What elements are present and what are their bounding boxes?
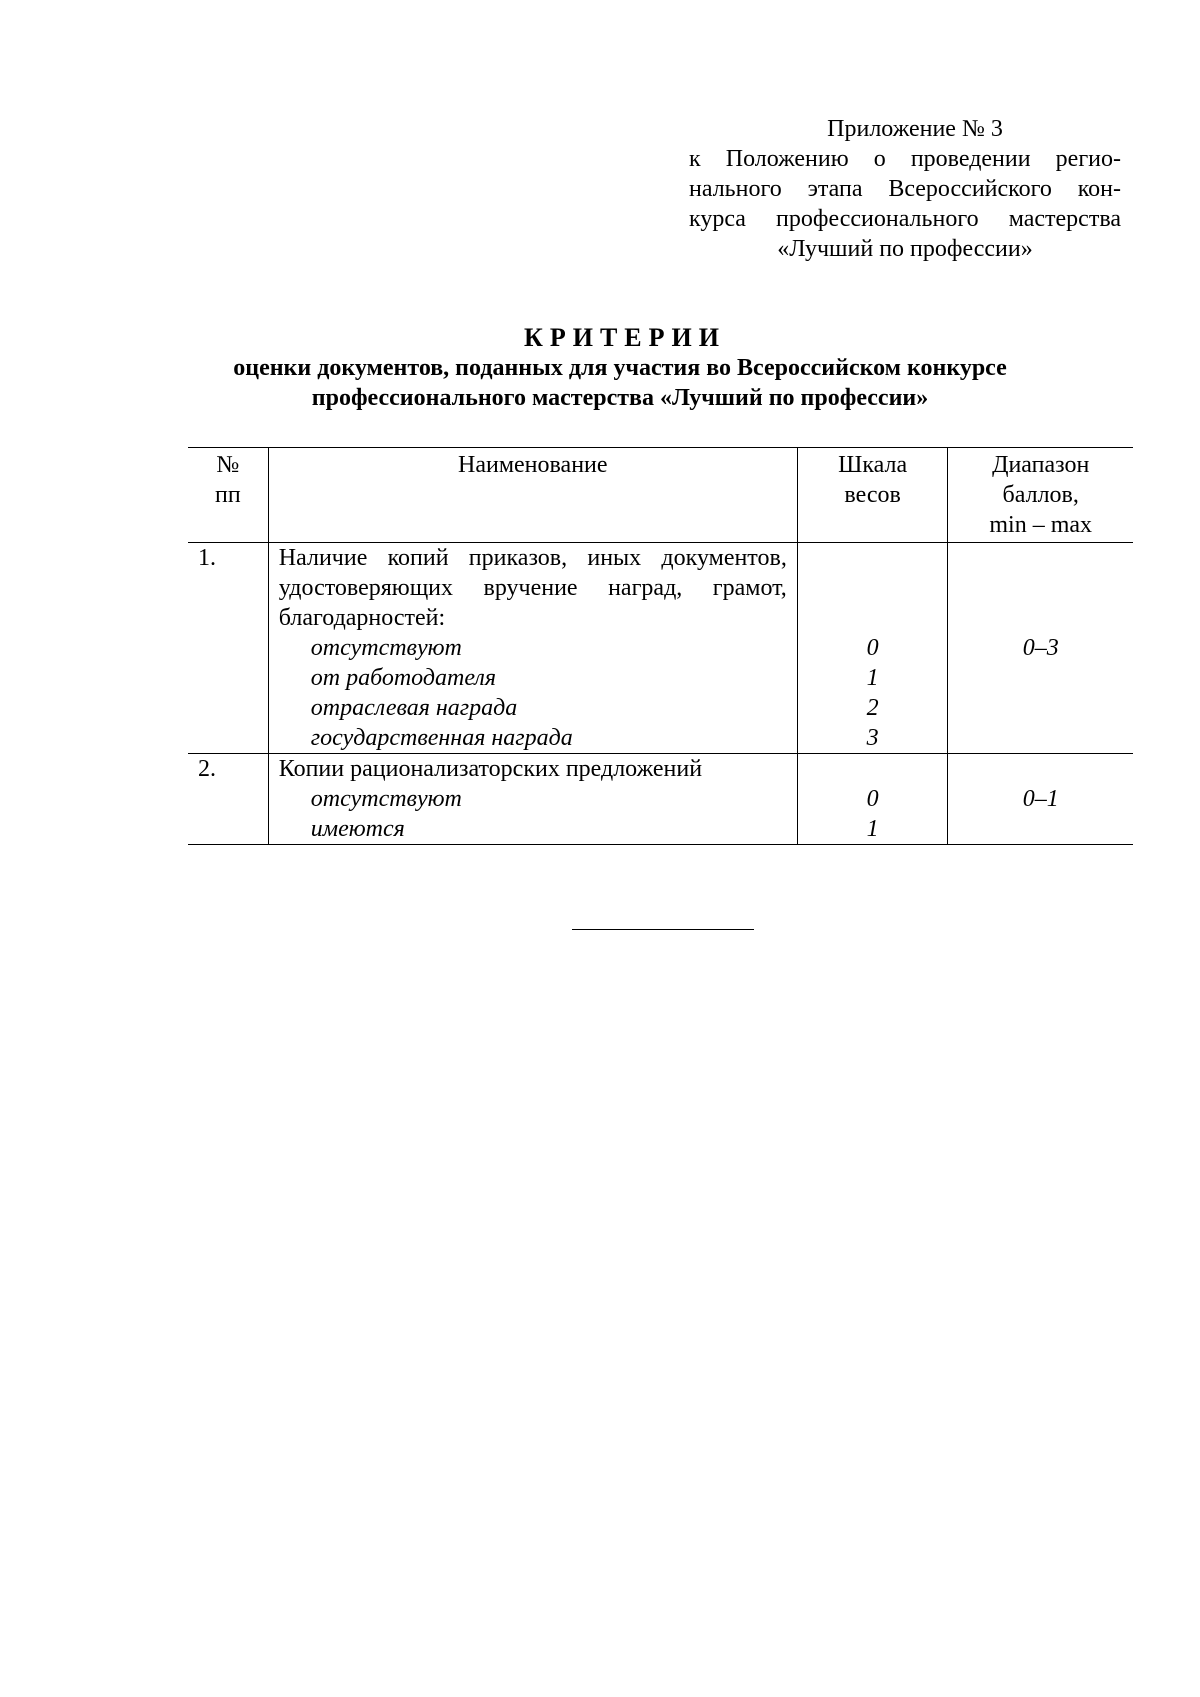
header-range-line-1: Диапазон: [992, 452, 1090, 478]
row-1-desc-line-1: Наличие копий приказов, иных документов,: [278, 545, 787, 571]
header-scale-line-1: Шкала: [838, 452, 908, 478]
title-subtitle-line-2: профессионального мастерства «Лучший по профессии»: [311, 385, 929, 411]
criteria-table: [188, 447, 1133, 845]
row-1-scale-2: 1: [866, 665, 879, 691]
row-1-num: 1.: [188, 543, 268, 754]
row-1-option-2: от работодателя: [310, 665, 497, 691]
row-2-range: [948, 754, 1133, 845]
row-1-desc-line-2: удостоверяющих вручение наград, грамот,: [278, 575, 787, 601]
appendix-line-2: нального этапа Всероссийского кон-: [689, 176, 1121, 202]
table-header-row: [188, 448, 1133, 543]
row-1-scale-3: 2: [866, 695, 879, 721]
row-2-option-2: имеются: [310, 816, 405, 842]
row-1-desc-line-3: благодарностей:: [278, 605, 446, 631]
header-num-line-2: пп: [215, 482, 241, 508]
table-row: [188, 754, 1133, 845]
header-num-line-1: №: [216, 452, 240, 478]
row-2-num: 2.: [188, 754, 268, 845]
header-scale: [797, 448, 948, 543]
header-name: Наименование: [268, 448, 797, 543]
row-1-range: [948, 543, 1133, 754]
row-2-scale-1: 0: [866, 786, 879, 812]
appendix-number: Приложение № 3: [827, 116, 1003, 142]
document-title: [0, 323, 1200, 413]
appendix-header: [689, 114, 1121, 264]
row-1-option-4: государственная награда: [310, 725, 573, 751]
row-2-scale: [797, 754, 948, 845]
appendix-line-3: курса профессионального мастерства: [689, 206, 1121, 232]
appendix-line-1: к Положению о проведении регио-: [689, 146, 1121, 172]
header-range: [948, 448, 1133, 543]
row-1-name: [268, 543, 797, 754]
row-2-desc-line-1: Копии рационализаторских предложений: [278, 756, 703, 782]
row-1-option-1: отсутствуют: [310, 635, 462, 661]
header-scale-line-2: весов: [844, 482, 901, 508]
appendix-line-4: «Лучший по профессии»: [777, 236, 1033, 262]
title-subtitle-line-1: оценки документов, поданных для участия во Всероссийском конкурсе: [233, 355, 1007, 381]
header-range-line-2: баллов,: [1002, 482, 1079, 508]
row-1-scale-1: 0: [866, 635, 879, 661]
row-2-option-1: отсутствуют: [310, 786, 462, 812]
row-1-option-3: отраслевая награда: [310, 695, 518, 721]
row-1-scale-4: 3: [866, 725, 879, 751]
table-row: [188, 543, 1133, 754]
row-2-scale-2: 1: [866, 816, 879, 842]
title-main: КРИТЕРИИ: [524, 323, 726, 352]
row-2-range-value: 0–1: [1022, 786, 1059, 812]
end-divider-line: [572, 929, 754, 930]
row-2-name: [268, 754, 797, 845]
row-1-range-value: 0–3: [1022, 635, 1059, 661]
header-range-line-3: min – max: [989, 512, 1093, 538]
header-num: [188, 448, 268, 543]
row-1-scale: [797, 543, 948, 754]
